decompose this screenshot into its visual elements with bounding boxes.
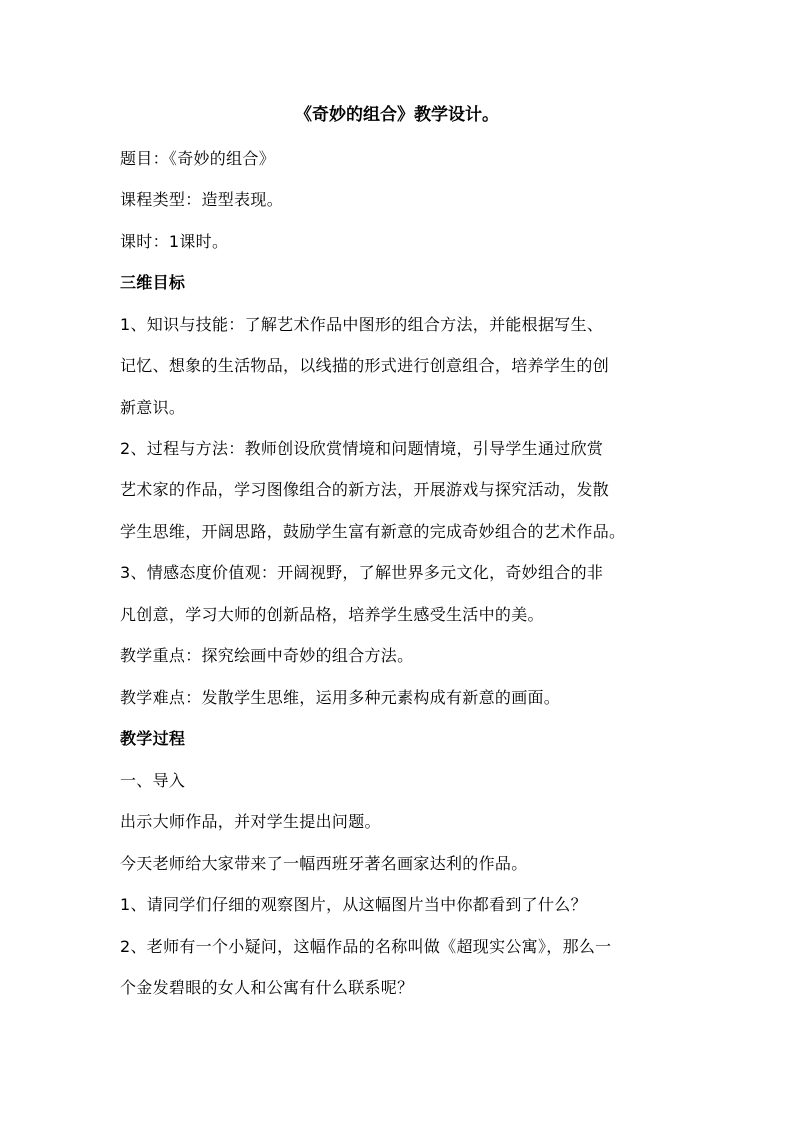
line-question-2a: 2、老师有一个小疑问，这幅作品的名称叫做《超现实公寓》，那么一 [120,937,612,956]
line-key-point: 教学重点：探究绘画中奇妙的组合方法。 [120,646,414,665]
line-difficulty: 教学难点：发散学生思维，运用多种元素构成有新意的画面。 [120,688,561,707]
line-section-intro: 一、导入 [120,771,186,790]
line-goal-1a: 1、知识与技能：了解艺术作品中图形的组合方法，并能根据写生、 [120,315,604,334]
line-goal-2c: 学生思维，开阔思路，鼓励学生富有新意的完成奇妙组合的艺术作品。 [120,522,626,541]
line-show-work: 出示大师作品，并对学生提出问题。 [120,812,381,831]
heading-three-dimensional-goals: 三维目标 [120,273,186,292]
line-goal-1b: 记忆、想象的生活物品，以线描的形式进行创意组合，培养学生的创 [120,356,610,375]
line-goal-2b: 艺术家的作品，学习图像组合的新方法，开展游戏与探究活动，发散 [120,480,610,499]
line-question-1: 1、请同学们仔细的观察图片，从这幅图片当中你都看到了什么？ [120,895,587,914]
line-goal-1c: 新意识。 [120,398,186,417]
line-course-type: 课程类型：造型表现。 [120,190,284,209]
line-goal-3a: 3、情感态度价值观：开阔视野，了解世界多元文化，奇妙组合的非 [120,563,604,582]
line-topic: 题目：《奇妙的组合》 [120,149,276,168]
heading-teaching-process: 教学过程 [120,729,186,748]
line-dali: 今天老师给大家带来了一幅西班牙著名画家达利的作品。 [120,854,528,873]
document-title: 《奇妙的组合》教学设计。 [295,105,499,125]
line-class-hours: 课时：1课时。 [120,232,229,251]
line-goal-2a: 2、过程与方法：教师创设欣赏情境和问题情境，引导学生通过欣赏 [120,439,604,458]
line-goal-3b: 凡创意，学习大师的创新品格，培养学生感受生活中的美。 [120,605,544,624]
line-question-2b: 个金发碧眼的女人和公寓有什么联系呢？ [120,978,414,997]
